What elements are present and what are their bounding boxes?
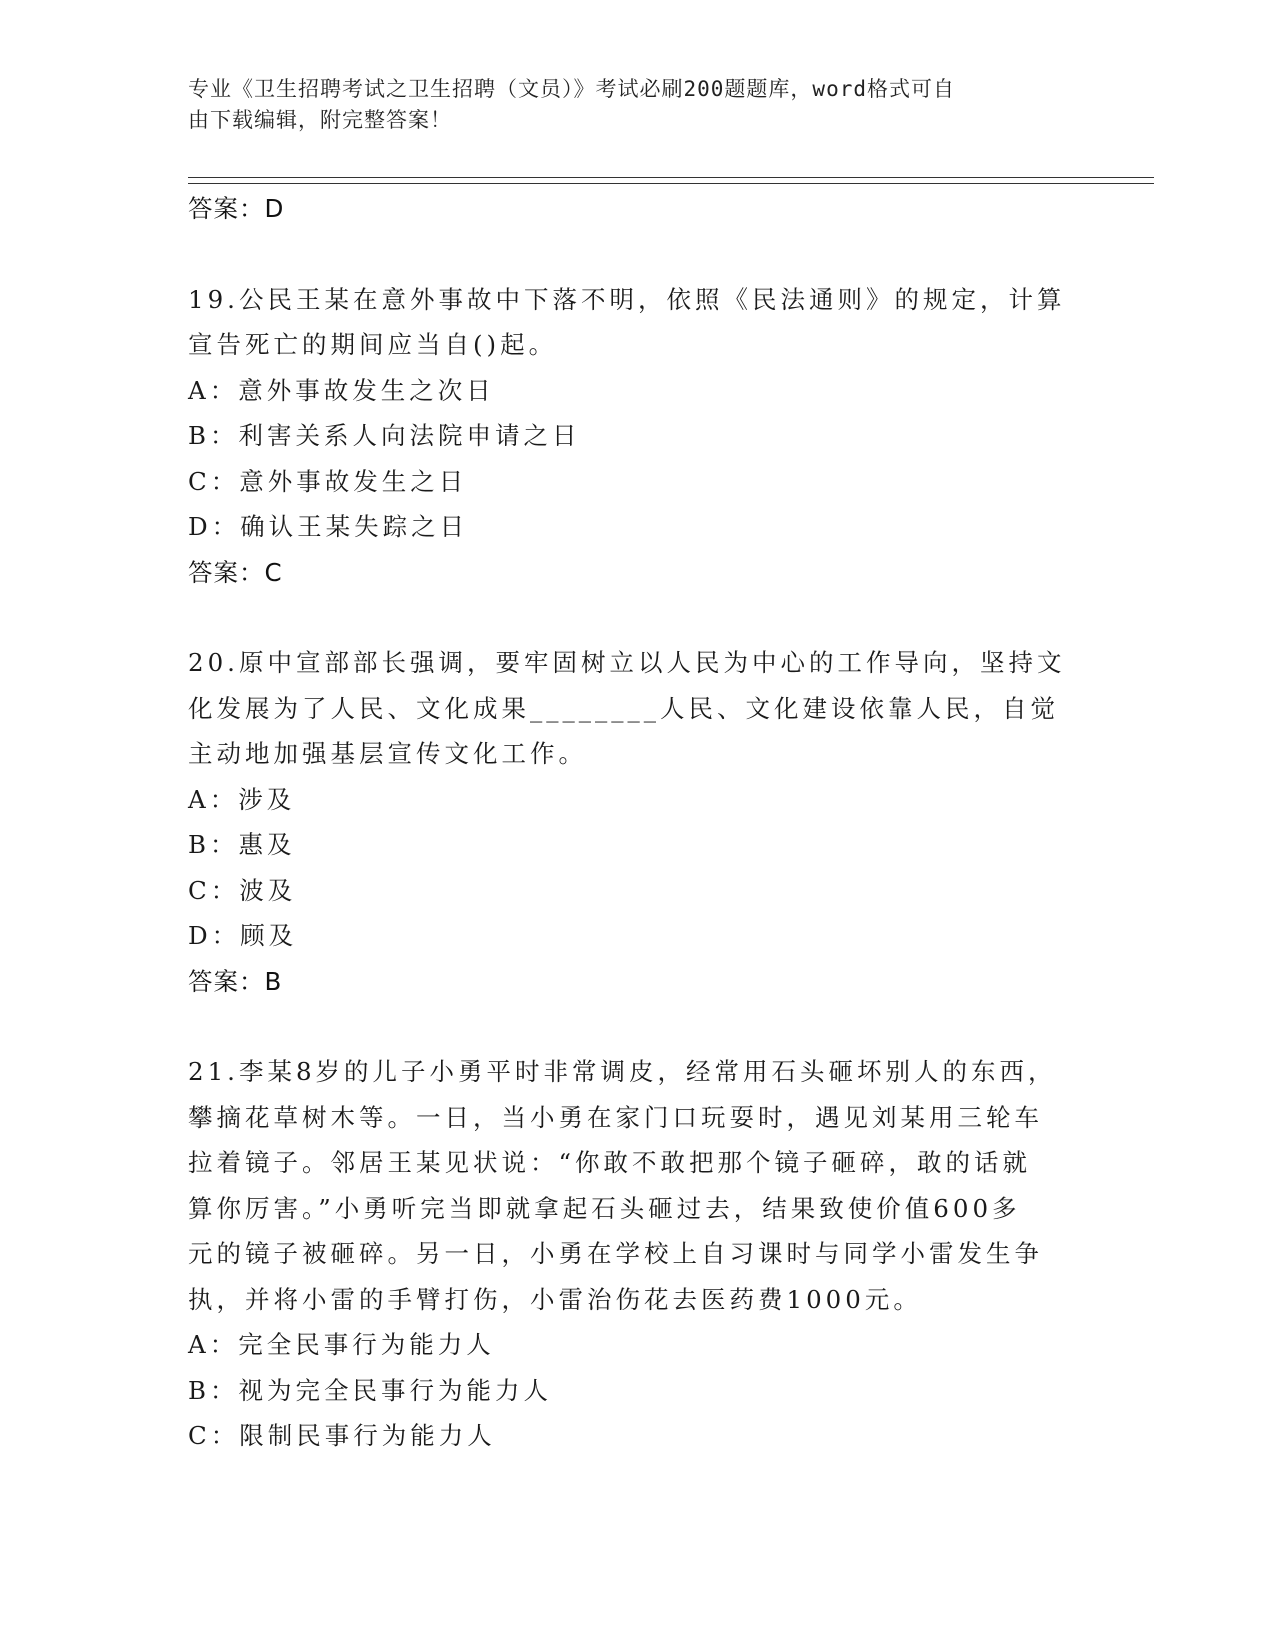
header-line-1: 专业《卫生招聘考试之卫生招聘（文员）》考试必刷200题题库，word格式可自 [188,77,955,101]
question-text-line: 元的镜子被砸碎。另一日，小勇在学校上自习课时与同学小雷发生争 [188,1239,1043,1268]
option-b: B：惠及 [188,830,296,859]
option-a: A：完全民事行为能力人 [188,1330,495,1359]
document-header [188,74,1068,136]
answer-line: 答案：D [188,194,285,223]
question-text-line: 20.原中宣部部长强调，要牢固树立以人民为中心的工作导向，坚持文 [188,648,1066,677]
option-c: C：意外事故发生之日 [188,466,468,496]
header-rule-bottom [188,183,1154,184]
answer-line: 答案：B [188,966,283,996]
answer-line: 答案：C [188,557,283,587]
spacer [188,232,1088,277]
question-text-line: 21.李某8岁的儿子小勇平时非常调皮，经常用石头砸坏别人的东西， [188,1057,1057,1086]
spacer [188,595,1088,640]
header-line-2: 由下载编辑，附完整答案！ [188,108,452,132]
option-c: C：限制民事行为能力人 [188,1421,496,1450]
question-20 [188,640,1088,1004]
question-text-line: 19.公民王某在意外事故中下落不明，依照《民法通则》的规定，计算 [188,284,1066,314]
option-b: B：利害关系人向法院申请之日 [188,421,581,450]
document-body [188,186,1088,1459]
question-text-line: 攀摘花草树木等。一日，当小勇在家门口玩耍时，遇见刘某用三轮车 [188,1102,1043,1132]
question-text-line: 拉着镜子。邻居王某见状说：“你敢不敢把那个镜子砸碎，敢的话就 [188,1148,1032,1177]
option-a: A：意外事故发生之次日 [188,375,495,405]
question-text-line: 算你厉害。”小勇听完当即就拿起石头砸过去，结果致使价值600多 [188,1193,1021,1223]
question-21 [188,1049,1088,1459]
question-19 [188,277,1088,596]
option-d: D：顾及 [188,921,298,950]
option-c: C：波及 [188,875,297,905]
header-rule-top [188,177,1154,178]
question-text-line: 执，并将小雷的手臂打伤，小雷治伤花去医药费1000元。 [188,1284,922,1314]
option-a: A：涉及 [188,784,296,814]
option-b: B：视为完全民事行为能力人 [188,1375,553,1405]
question-text-line: 宣告死亡的期间应当自()起。 [188,330,558,359]
question-text-line: 化发展为了人民、文化成果________人民、文化建设依靠人民，自觉 [188,693,1059,723]
spacer [188,1004,1088,1049]
option-d: D：确认王某失踪之日 [188,512,469,541]
question-text-line: 主动地加强基层宣传文化工作。 [188,739,587,768]
